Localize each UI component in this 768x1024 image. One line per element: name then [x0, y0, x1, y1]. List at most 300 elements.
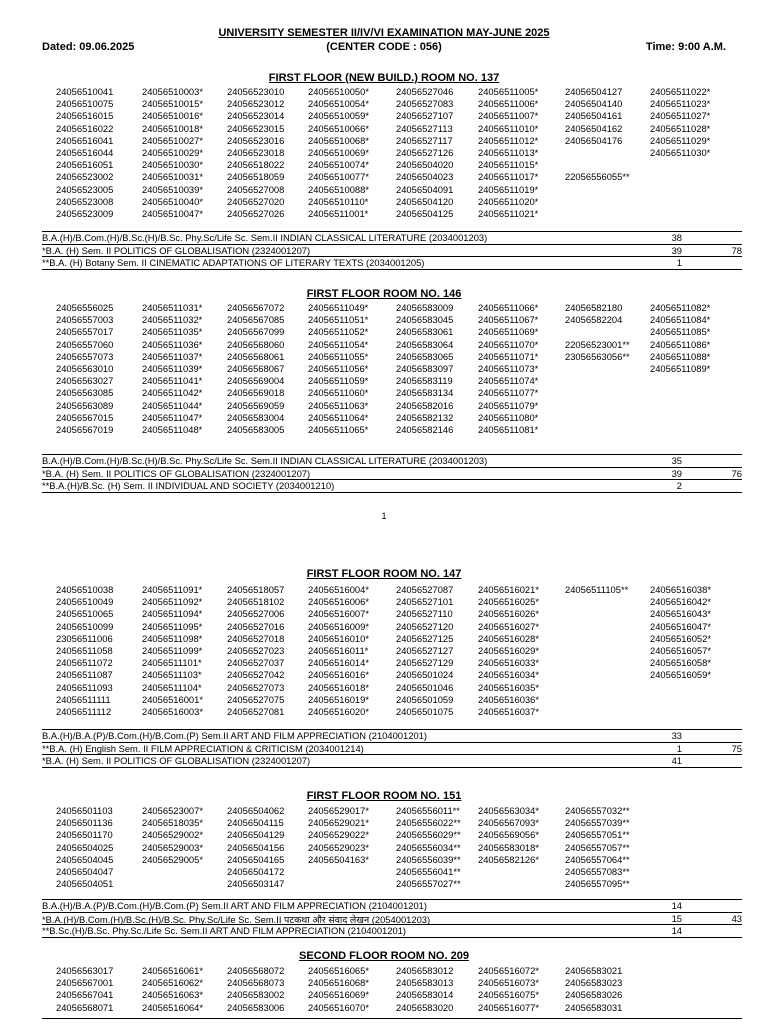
roll-number: 24056504025	[56, 841, 114, 853]
roll-number: 24056527127	[396, 645, 454, 657]
paper-count: 33	[671, 730, 682, 741]
center-code: (CENTER CODE : 056)	[326, 41, 442, 53]
roll-number	[565, 633, 628, 645]
summary-row	[42, 244, 742, 257]
roll-number: 24056504120	[396, 195, 454, 207]
roll-number: 24056523009	[56, 208, 114, 220]
roll-number: 24056511093	[56, 681, 113, 693]
roll-number	[650, 817, 653, 829]
roll-number	[650, 965, 653, 977]
roll-number: 24056583005	[227, 424, 285, 436]
roll-number	[650, 842, 653, 854]
roll-number: 24056583012	[396, 965, 454, 976]
roll-number: 24056557095**	[565, 878, 630, 890]
roll-number: 24056510074*	[308, 159, 370, 171]
roll-number: 24056563034*	[478, 805, 540, 816]
roll-number: 24056567093*	[478, 817, 540, 829]
roll-number: 24056511079*	[478, 399, 539, 411]
paper-count: 14	[671, 900, 682, 911]
roll-number: 24056511047*	[142, 411, 203, 423]
roll-number: 24056511058	[56, 645, 113, 657]
roll-number: 24056501059	[396, 693, 454, 705]
room-total: 43	[731, 912, 742, 924]
roll-column	[650, 86, 710, 220]
roll-number	[565, 608, 628, 620]
roll-number: 24056501103	[56, 805, 113, 816]
roll-number: 24056583119	[396, 375, 453, 387]
roll-column	[227, 965, 284, 1014]
roll-number	[650, 878, 653, 890]
roll-number: 24056569018	[227, 387, 285, 399]
roll-number: 24056582126*	[478, 853, 540, 865]
summary-row	[42, 467, 742, 480]
roll-number	[650, 196, 710, 208]
roll-number	[478, 878, 539, 890]
roll-number: 24056583006	[227, 1001, 285, 1013]
roll-number: 24056523005	[56, 183, 114, 195]
roll-number: 24056516059*	[650, 669, 712, 681]
roll-number: 24056511067*	[478, 314, 539, 326]
roll-number: 24056516016*	[308, 669, 370, 681]
paper-count: 1	[676, 742, 682, 754]
roll-number: 24056516029*	[478, 645, 540, 657]
roll-number: 24056529021*	[308, 817, 370, 829]
summary-table	[42, 454, 742, 493]
roll-number: 24056568071	[56, 1001, 114, 1013]
roll-number: 24056504176	[565, 134, 623, 146]
roll-number: 24056511060*	[308, 387, 369, 399]
roll-number	[650, 694, 711, 706]
roll-column	[308, 805, 369, 890]
roll-number: 24056529022*	[308, 829, 370, 841]
roll-number: 24056516034*	[478, 669, 540, 681]
roll-number	[565, 645, 628, 657]
roll-number: 24056516009*	[308, 620, 370, 632]
roll-number	[565, 424, 630, 436]
roll-number	[650, 387, 710, 399]
roll-number	[650, 989, 653, 1001]
roll-number: 24056516006*	[308, 596, 370, 608]
paper-label: *B.A. (H) Sem. II POLITICS OF GLOBALISATION (2324001207)	[42, 244, 311, 256]
roll-number: 24056527018	[227, 632, 285, 644]
roll-column	[565, 302, 630, 436]
roll-number	[565, 208, 630, 220]
roll-number: 24056504161	[565, 110, 623, 122]
roll-number: 24056511006*	[478, 98, 539, 110]
roll-number: 24056516020*	[308, 706, 370, 718]
room-title: FIRST FLOOR ROOM NO. 146	[306, 288, 462, 300]
roll-number: 24056504127	[565, 86, 623, 97]
roll-column	[650, 584, 711, 718]
roll-number: 24056511052*	[308, 326, 369, 338]
roll-number: 24056504091	[396, 183, 454, 195]
roll-number: 24056516004*	[308, 584, 370, 595]
roll-number: 24056511051*	[308, 314, 369, 326]
roll-number	[650, 866, 653, 878]
roll-number	[142, 866, 203, 878]
paper-label: **B.A. (H) English Sem. II FILM APPRECIATION & CRITICISM (2034001214)	[42, 742, 364, 754]
roll-column	[565, 805, 630, 890]
roll-number: 24056516038*	[650, 584, 712, 595]
paper-label: **B.A. (H) Botany Sem. II CINEMATIC ADAPTATIONS OF LITERARY TEXTS (2034001205)	[42, 257, 425, 269]
roll-number: 24056511074*	[478, 375, 539, 387]
roll-number: 24056516065*	[308, 965, 370, 976]
roll-column	[478, 584, 539, 718]
roll-number: 24056511049*	[308, 302, 369, 313]
roll-number: 24056516021*	[478, 584, 540, 595]
roll-number: 24056529023*	[308, 841, 370, 853]
roll-number: 24056556025	[56, 302, 114, 313]
roll-number: 24056529003*	[142, 841, 204, 853]
paper-count: 38	[671, 232, 682, 243]
roll-column	[227, 86, 284, 220]
roll-number: 24056557051**	[565, 829, 630, 841]
roll-column	[308, 584, 369, 718]
room-title: FIRST FLOOR ROOM NO. 151	[306, 790, 462, 802]
roll-number	[565, 363, 630, 375]
roll-column	[396, 805, 461, 890]
roll-column	[56, 302, 113, 436]
roll-number	[565, 621, 628, 633]
page-number: 1	[381, 511, 387, 521]
roll-number: 24056511059*	[308, 375, 369, 387]
roll-number: 24056511089*	[650, 363, 711, 375]
roll-number: 24056556029**	[396, 829, 461, 841]
roll-number	[565, 706, 628, 718]
exam-title: UNIVERSITY SEMESTER II/IV/VI EXAMINATION MAY-JUNE 2025	[218, 27, 550, 39]
paper-label: B.A.(H)/B.A.(P)/B.Com.(H)/B.Com.(P) Sem.II ART AND FILM APPRECIATION (2104001201)	[42, 900, 427, 911]
roll-number: 24056516052*	[650, 632, 712, 644]
roll-number: 24056510030*	[142, 159, 204, 171]
roll-number: 24056510110*	[308, 195, 369, 207]
roll-number: 24056516042*	[650, 596, 712, 608]
roll-number: 24056516077*	[478, 1001, 540, 1013]
roll-number: 24056529005*	[142, 853, 204, 865]
roll-number: 24056527081	[227, 706, 285, 718]
roll-number: 24056583064	[396, 338, 454, 350]
summary-row	[42, 754, 742, 768]
roll-number: 24056583097	[396, 363, 454, 375]
roll-column	[478, 86, 538, 220]
roll-number: 24056527107	[396, 110, 454, 122]
roll-number: 24056516043*	[650, 608, 712, 620]
summary-row	[42, 479, 742, 493]
roll-number: 24056501046	[396, 681, 454, 693]
roll-number: 24056510041	[56, 86, 114, 97]
roll-number: 24056583014	[396, 989, 454, 1001]
roll-number: 24056557083**	[565, 866, 630, 878]
roll-number: 24056527125	[396, 632, 454, 644]
roll-number: 24056523016	[227, 134, 285, 146]
roll-number: 24056516015	[56, 110, 114, 122]
roll-number: 24056511073*	[478, 363, 539, 375]
roll-number: 24056583021	[565, 965, 623, 976]
roll-number: 24056510075	[56, 98, 114, 110]
roll-column	[478, 302, 538, 436]
paper-count: 1	[676, 257, 682, 269]
roll-number: 24056516057*	[650, 645, 712, 657]
roll-number: 24056511029*	[650, 134, 711, 146]
roll-number	[650, 184, 710, 196]
roll-number: 24056583065	[396, 350, 454, 362]
roll-number: 24056527101	[396, 596, 454, 608]
summary-table	[42, 729, 742, 768]
roll-number: 24056518035*	[142, 817, 204, 829]
roll-number: 24056511054*	[308, 338, 369, 350]
roll-number: 24056527020	[227, 195, 285, 207]
roll-number: 24056511070*	[478, 338, 539, 350]
roll-number: 24056527006	[227, 608, 285, 620]
roll-number: 24056516027*	[478, 620, 540, 632]
roll-number: 24056511035*	[142, 326, 203, 338]
roll-number: 24056511103*	[142, 669, 202, 681]
roll-number: 24056511013*	[478, 147, 539, 159]
summary-table	[42, 231, 742, 270]
roll-number: 24056511092*	[142, 596, 203, 608]
roll-number: 24056567085	[227, 314, 285, 326]
roll-number: 24056527129	[396, 657, 454, 669]
roll-number: 24056504165	[227, 853, 285, 865]
roll-number: 24056518057	[227, 584, 285, 595]
roll-column	[396, 965, 453, 1014]
roll-number: 24056510016*	[142, 110, 204, 122]
roll-number: 24056582016	[396, 399, 454, 411]
roll-number: 24056516058*	[650, 657, 712, 669]
roll-number: 24056516014*	[308, 657, 370, 669]
roll-column	[142, 584, 203, 718]
roll-column	[56, 965, 113, 1014]
roll-column	[56, 805, 113, 890]
roll-number: 24056516041	[56, 134, 114, 146]
roll-number: 24056511030*	[650, 147, 711, 159]
roll-number: 24056511105**	[565, 584, 629, 595]
roll-number: 24056557017	[56, 326, 114, 338]
paper-label: *B.A.(H)/B.Com.(H)/B.Sc.(H)/B.Sc. Phy.Sc/Life Sc. Sem.II पटकथा और संवाद लेखन (2054001203)	[42, 913, 431, 925]
roll-number: 24056523002	[56, 171, 114, 183]
roll-number: 24056511064*	[308, 411, 369, 423]
roll-number	[650, 400, 710, 412]
roll-number	[650, 1002, 653, 1014]
roll-number: 24056510054*	[308, 98, 370, 110]
roll-number: 24056516062*	[142, 977, 204, 989]
summary-row	[42, 454, 742, 467]
roll-number	[565, 159, 630, 171]
paper-label: B.A.(H)/B.A.(P)/B.Com.(H)/B.Com.(P) Sem.II ART AND FILM APPRECIATION (2104001201)	[42, 730, 427, 741]
roll-column	[308, 302, 368, 436]
roll-number: 24056511112	[56, 706, 112, 718]
roll-number: 24056557073	[56, 350, 114, 362]
paper-label: B.A.(H)/B.Com.(H)/B.Sc.(H)/B.Sc. Phy.Sc/Life Sc. Sem.II INDIAN CLASSICAL LITERATURE (2034001203)	[42, 455, 488, 466]
roll-number: 24056516018*	[308, 681, 370, 693]
room-title: FIRST FLOOR ROOM NO. 147	[306, 568, 462, 580]
roll-number: 24056516036*	[478, 693, 540, 705]
roll-number: 24056504163*	[308, 853, 370, 865]
roll-number: 24056504115	[227, 817, 284, 829]
roll-number: 24056527117	[396, 134, 453, 146]
roll-number: 24056510065	[56, 608, 114, 620]
roll-number: 24056583061	[396, 326, 454, 338]
roll-number: 24056556041**	[396, 866, 461, 878]
roll-number: 24056504045	[56, 853, 114, 865]
roll-number	[565, 375, 630, 387]
roll-number	[565, 694, 628, 706]
roll-number: 24056511088*	[650, 350, 711, 362]
roll-number	[650, 159, 710, 171]
roll-number	[565, 596, 628, 608]
roll-number: 24056501075	[396, 706, 454, 718]
roll-number: 24056563027	[56, 375, 114, 387]
roll-column	[308, 965, 369, 1014]
roll-number: 24056569059	[227, 399, 285, 411]
roll-number: 24056523015	[227, 122, 285, 134]
roll-number: 24056516026*	[478, 608, 540, 620]
roll-number: 24056511010*	[478, 122, 539, 134]
paper-count: 39	[671, 467, 682, 479]
roll-number: 24056511071*	[478, 350, 539, 362]
roll-number: 24056527075	[227, 693, 285, 705]
roll-number: 24056516033*	[478, 657, 540, 669]
roll-number: 24056504125	[396, 208, 454, 220]
roll-number: 24056511063*	[308, 399, 369, 411]
roll-number: 22056523001**	[565, 338, 630, 350]
paper-count: 15	[671, 912, 682, 924]
roll-column	[227, 302, 284, 436]
roll-column	[478, 965, 539, 1014]
roll-number: 24056511066*	[478, 302, 539, 313]
roll-number: 24056583023	[565, 977, 623, 989]
roll-number: 24056511085*	[650, 326, 711, 338]
roll-number: 24056582146	[396, 424, 454, 436]
roll-number: 24056567015	[56, 411, 114, 423]
roll-number: 24056504051	[56, 878, 114, 890]
roll-number: 24056511021*	[478, 208, 539, 220]
roll-number: 24056511020*	[478, 195, 539, 207]
roll-number: 24056510031*	[142, 171, 204, 183]
roll-number: 24056523014	[227, 110, 285, 122]
roll-number: 24056568061	[227, 350, 285, 362]
roll-number: 24056511081*	[478, 424, 539, 436]
roll-number: 24056518102	[227, 596, 285, 608]
roll-column	[142, 302, 202, 436]
roll-number: 24056516037*	[478, 706, 540, 718]
summary-row	[42, 899, 742, 912]
roll-number	[308, 878, 369, 890]
roll-number: 24056510038	[56, 584, 114, 595]
roll-column	[56, 86, 113, 220]
paper-count: 39	[671, 244, 682, 256]
roll-number: 24056567001	[56, 977, 114, 989]
roll-number: 24056557039**	[565, 817, 630, 829]
roll-number: 24056511048*	[142, 424, 203, 436]
roll-number: 24056511086*	[650, 338, 711, 350]
roll-number: 24056511087	[56, 669, 113, 681]
roll-number: 24056501136	[56, 817, 113, 829]
roll-number: 24056516064*	[142, 1001, 204, 1013]
roll-number: 24056511082*	[650, 302, 711, 313]
paper-label: B.A.(H)/B.Com.(H)/B.Sc.(H)/B.Sc. Phy.Sc/Life Sc. Sem.II INDIAN CLASSICAL LITERATURE (2034001203)	[42, 232, 488, 243]
roll-number: 24056511091*	[142, 584, 203, 595]
summary-row	[42, 729, 742, 742]
roll-number: 24056557060	[56, 338, 114, 350]
roll-number: 24056516051	[56, 159, 114, 171]
roll-number: 24056569004	[227, 375, 285, 387]
roll-number: 24056511095*	[142, 620, 203, 632]
roll-number: 24056510059*	[308, 110, 370, 122]
roll-number: 24056583018*	[478, 841, 540, 853]
roll-number: 24056510050*	[308, 86, 370, 97]
roll-number: 24056529017*	[308, 805, 370, 816]
roll-number: 24056557064**	[565, 853, 630, 865]
roll-number	[565, 387, 630, 399]
roll-number: 24056511028*	[650, 122, 711, 134]
roll-number: 23056563056**	[565, 350, 630, 362]
roll-number	[650, 208, 710, 220]
roll-number: 24056516063*	[142, 989, 204, 1001]
roll-column	[565, 965, 622, 1014]
roll-number	[650, 424, 710, 436]
roll-column	[227, 584, 284, 718]
roll-column	[565, 86, 630, 220]
roll-number: 24056516073*	[478, 977, 540, 989]
roll-number	[565, 147, 630, 159]
roll-number: 24056503147	[227, 878, 285, 890]
roll-number: 24056511039*	[142, 363, 203, 375]
summary-row	[42, 912, 742, 925]
roll-column	[142, 805, 203, 890]
roll-number: 24056511005*	[478, 86, 539, 97]
roll-number: 24056527073	[227, 681, 285, 693]
roll-number: 24056556039**	[396, 853, 461, 865]
roll-number: 24056516019*	[308, 693, 370, 705]
roll-number: 24056567072	[227, 302, 285, 313]
roll-number: 24056583026	[565, 989, 623, 1001]
roll-number: 24056504172	[227, 866, 285, 878]
roll-number: 24056511032*	[142, 314, 203, 326]
roll-number	[650, 171, 710, 183]
paper-count: 35	[671, 455, 682, 466]
roll-number: 24056511031*	[142, 302, 203, 313]
roll-number: 24056511072	[56, 657, 113, 669]
roll-number: 24056563010	[56, 363, 114, 375]
roll-number: 24056511007*	[478, 110, 539, 122]
roll-number	[565, 412, 630, 424]
roll-number: 24056511099*	[142, 645, 203, 657]
roll-number: 24056511104*	[142, 681, 202, 693]
roll-number: 24056567099	[227, 326, 285, 338]
roll-number: 24056504140	[565, 98, 623, 110]
roll-number: 24056523018	[227, 147, 285, 159]
roll-column	[650, 805, 653, 890]
roll-number: 24056516022	[56, 122, 114, 134]
roll-number: 24056523008	[56, 195, 114, 207]
roll-number: 24056583013	[396, 977, 454, 989]
roll-column	[565, 584, 628, 718]
roll-column	[56, 584, 113, 718]
roll-number: 24056511042*	[142, 387, 203, 399]
roll-number: 24056511065*	[308, 424, 369, 436]
dated-label: Dated: 09.06.2025	[42, 41, 135, 53]
roll-number: 24056567019	[56, 424, 114, 436]
roll-number: 24056527110	[396, 608, 453, 620]
summary-row	[42, 231, 742, 244]
roll-number	[565, 196, 630, 208]
roll-number: 24056504129	[227, 829, 285, 841]
roll-number: 24056511037*	[142, 350, 203, 362]
paper-label: **B.A.(H)/B.Sc. (H) Sem. II INDIVIDUAL AND SOCIETY (2034001210)	[42, 480, 335, 492]
roll-number: 24056569056*	[478, 829, 540, 841]
roll-number: 24056510068*	[308, 134, 370, 146]
roll-number	[650, 706, 711, 718]
